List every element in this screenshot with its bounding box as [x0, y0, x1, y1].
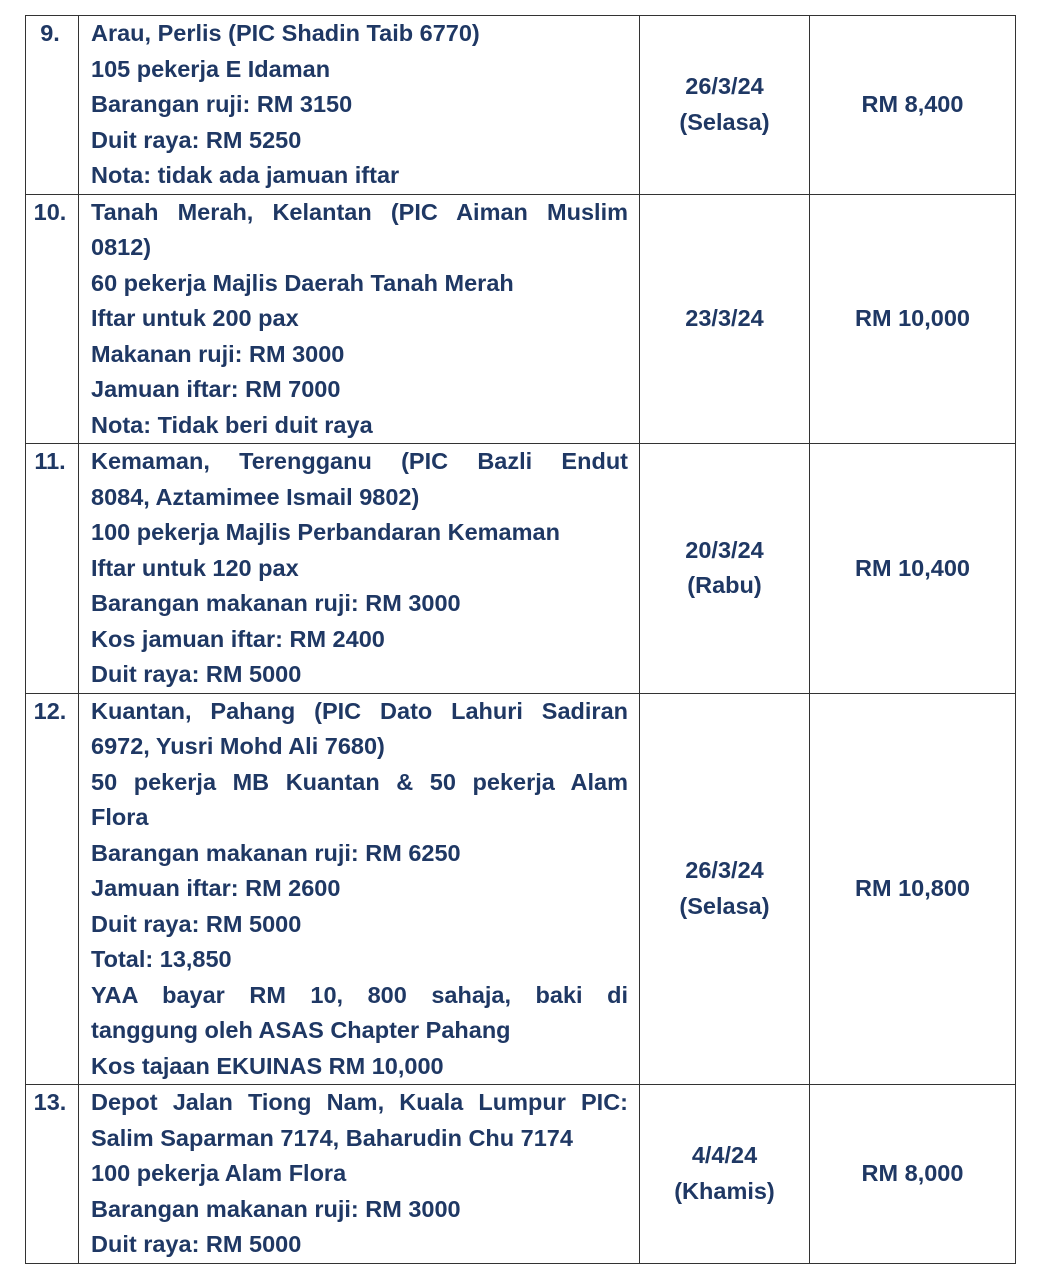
row-description [79, 693, 640, 1085]
date-value: 23/3/24 [685, 305, 764, 331]
row-date [640, 1085, 810, 1264]
desc-line: 100 pekerja Alam Flora [91, 1160, 347, 1186]
desc-line: Nota: Tidak beri duit raya [91, 411, 373, 438]
day-value: (Selasa) [679, 108, 770, 135]
day-value: (Rabu) [687, 572, 762, 599]
day-value: (Selasa) [679, 892, 770, 919]
desc-line: Tanah Merah, Kelantan (PIC Aiman Muslim [91, 198, 628, 225]
desc-line: Duit raya: RM 5000 [91, 661, 302, 687]
desc-line: 6972, Yusri Mohd Ali 7680) [91, 733, 385, 759]
row-number: 9. [26, 16, 79, 195]
desc-line: Duit raya: RM 5000 [91, 910, 302, 937]
row-date [640, 444, 810, 694]
desc-line: Duit raya: RM 5250 [91, 126, 302, 153]
desc-line: 100 pekerja Majlis Perbandaran Kemaman [91, 519, 560, 545]
row-number: 11. [26, 444, 79, 694]
row-date [640, 693, 810, 1085]
row-number: 12. [26, 693, 79, 1085]
desc-line: Iftar untuk 200 pax [91, 305, 299, 331]
row-amount: RM 10,400 [810, 444, 1016, 694]
desc-line: Flora [91, 804, 149, 830]
desc-line: Depot Jalan Tiong Nam, Kuala Lumpur PIC: [91, 1089, 628, 1115]
desc-line: 50 pekerja MB Kuantan & 50 pekerja Alam [91, 768, 628, 795]
row-number: 13. [26, 1085, 79, 1264]
table-row [26, 16, 1016, 195]
date-value: 26/3/24 [685, 73, 764, 100]
desc-line: Jamuan iftar: RM 2600 [91, 875, 341, 901]
desc-line: Kuantan, Pahang (PIC Dato Lahuri Sadiran [91, 697, 628, 724]
desc-line: Barangan makanan ruji: RM 3000 [91, 590, 461, 616]
row-amount: RM 10,000 [810, 194, 1016, 444]
desc-line: 60 pekerja Majlis Daerah Tanah Merah [91, 269, 514, 296]
table-row [26, 1085, 1016, 1264]
row-description [79, 1085, 640, 1264]
row-date [640, 16, 810, 195]
table-row [26, 194, 1016, 444]
date-value: 4/4/24 [691, 1142, 758, 1169]
row-date [640, 194, 810, 444]
date-value: 26/3/24 [685, 857, 764, 884]
desc-line: Iftar untuk 120 pax [91, 554, 299, 581]
desc-line: 8084, Aztamimee Ismail 9802) [91, 483, 420, 510]
row-amount: RM 8,400 [810, 16, 1016, 195]
row-amount: RM 8,000 [810, 1085, 1016, 1264]
desc-line: 105 pekerja E Idaman [91, 55, 331, 82]
desc-line: Duit raya: RM 5000 [91, 1231, 302, 1257]
table-row [26, 693, 1016, 1085]
desc-line: Barangan makanan ruji: RM 3000 [91, 1195, 461, 1222]
desc-line: Kemaman, Terengganu (PIC Bazli Endut [91, 448, 628, 474]
desc-line: Salim Saparman 7174, Baharudin Chu 7174 [91, 1124, 573, 1151]
row-amount: RM 10,800 [810, 693, 1016, 1085]
table-row [26, 444, 1016, 694]
desc-line: Makanan ruji: RM 3000 [91, 340, 345, 367]
allocation-table [25, 15, 1016, 1264]
row-description [79, 16, 640, 195]
day-value: (Khamis) [674, 1177, 775, 1204]
desc-line: Nota: tidak ada jamuan iftar [91, 162, 400, 188]
desc-line: Total: 13,850 [91, 946, 232, 972]
desc-line: Barangan ruji: RM 3150 [91, 91, 353, 117]
desc-line: Kos tajaan EKUINAS RM 10,000 [91, 1052, 444, 1079]
row-number: 10. [26, 194, 79, 444]
row-description [79, 444, 640, 694]
desc-line: 0812) [91, 234, 152, 260]
desc-line: Arau, Perlis (PIC Shadin Taib 6770) [91, 20, 480, 46]
row-description [79, 194, 640, 444]
desc-line: YAA bayar RM 10, 800 sahaja, baki di [91, 981, 628, 1008]
desc-line: Barangan makanan ruji: RM 6250 [91, 839, 461, 866]
date-value: 20/3/24 [685, 536, 764, 563]
desc-line: tanggung oleh ASAS Chapter Pahang [91, 1017, 511, 1043]
desc-line: Jamuan iftar: RM 7000 [91, 376, 341, 402]
desc-line: Kos jamuan iftar: RM 2400 [91, 625, 385, 652]
